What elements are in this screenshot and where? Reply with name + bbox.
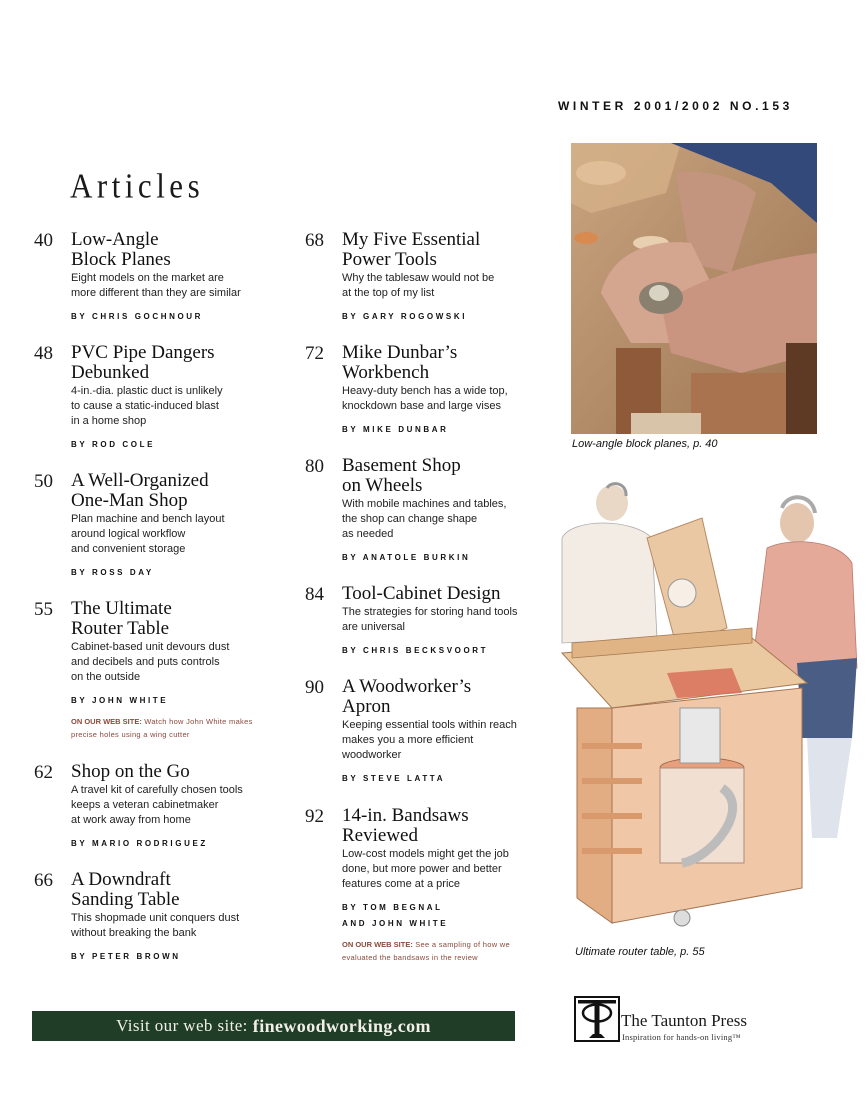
banner-prefix: Visit our web site: [116, 1016, 248, 1035]
page-number: 50 [34, 471, 53, 492]
article-entry[interactable] [34, 343, 284, 453]
article-dek: The strategies for storing hand tools are universal [342, 606, 518, 633]
byline: BY ROD COLE [71, 440, 156, 449]
byline: BY CHRIS BECKSVOORT [342, 646, 489, 655]
article-title: A Downdraft Sanding Table [71, 869, 180, 910]
page-number: 66 [34, 870, 53, 891]
article-dek: With mobile machines and tables, the shop can change shape as needed [342, 498, 507, 540]
issue-label: WINTER 2001/2002 NO.153 [558, 99, 793, 113]
article-title: A Woodworker’s Apron [342, 676, 472, 717]
photo-caption: Low-angle block planes, p. 40 [572, 438, 718, 450]
web-site-note[interactable]: ON OUR WEB SITE: Watch how John White makes precise holes using a wing cutter [71, 717, 253, 739]
publisher-tagline: Inspiration for hands-on living™ [622, 1032, 741, 1042]
article-dek: This shopmade unit conquers dust without breaking the bank [71, 912, 240, 939]
article-title: A Well-Organized One-Man Shop [71, 470, 209, 511]
page-number: 55 [34, 599, 53, 620]
byline: BY STEVE LATTA [342, 774, 446, 783]
article-dek: Keeping essential tools within reach makes you a more efficient woodworker [342, 719, 517, 761]
article-title: Mike Dunbar’s Workbench [342, 342, 458, 383]
byline: BY ROSS DAY [71, 568, 154, 577]
page-number: 68 [305, 230, 324, 251]
article-entry[interactable] [34, 471, 284, 581]
byline: BY PETER BROWN [71, 952, 181, 961]
article-title: PVC Pipe Dangers Debunked [71, 342, 215, 383]
article-entry[interactable] [305, 806, 555, 964]
block-plane-photo [571, 143, 817, 434]
byline: BY ANATOLE BURKIN [342, 553, 471, 562]
taunton-logo-icon [574, 996, 620, 1042]
byline: BY MIKE DUNBAR [342, 425, 449, 434]
byline: BY TOM BEGNAL AND JOHN WHITE [342, 903, 449, 928]
article-entry[interactable] [305, 343, 555, 438]
article-title: My Five Essential Power Tools [342, 229, 481, 270]
article-dek: 4-in.-dia. plastic duct is unlikely to cause a static-induced blast in a home shop [71, 385, 223, 427]
article-title: Shop on the Go [71, 761, 190, 782]
article-title: Basement Shop on Wheels [342, 455, 461, 496]
byline: BY MARIO RODRIGUEZ [71, 839, 208, 848]
byline: BY GARY ROGOWSKI [342, 312, 468, 321]
page-number: 48 [34, 343, 53, 364]
article-dek: Low-cost models might get the job done, but more power and better features come at a price [342, 848, 509, 890]
web-site-note[interactable]: ON OUR WEB SITE: See a sampling of how we evaluated the bandsaws in the review [342, 940, 510, 962]
page-number: 62 [34, 762, 53, 783]
illustration-caption: Ultimate router table, p. 55 [575, 946, 705, 958]
section-title: Articles [70, 166, 205, 206]
article-entry[interactable] [305, 584, 555, 659]
article-entry[interactable] [305, 456, 555, 566]
article-dek: Eight models on the market are more different than they are similar [71, 272, 241, 299]
article-entry[interactable] [305, 230, 555, 325]
page-number: 84 [305, 584, 324, 605]
byline: BY CHRIS GOCHNOUR [71, 312, 204, 321]
article-dek: A travel kit of carefully chosen tools keeps a veteran cabinetmaker at work away from home [71, 784, 243, 826]
article-entry[interactable] [34, 599, 284, 741]
page-number: 80 [305, 456, 324, 477]
article-dek: Heavy-duty bench has a wide top, knockdown base and large vises [342, 385, 508, 412]
banner-url[interactable]: finewoodworking.com [252, 1015, 431, 1036]
article-entry[interactable] [34, 870, 284, 965]
byline: BY JOHN WHITE [71, 696, 169, 705]
page-number: 72 [305, 343, 324, 364]
website-banner[interactable] [32, 1011, 515, 1041]
article-title: The Ultimate Router Table [71, 598, 172, 639]
article-dek: Cabinet-based unit devours dust and decibels and puts controls on the outside [71, 641, 230, 683]
article-dek: Why the tablesaw would not be at the top of my list [342, 272, 495, 299]
article-title: Tool-Cabinet Design [342, 583, 501, 604]
publisher-name: The Taunton Press [621, 1011, 747, 1030]
article-entry[interactable] [34, 762, 284, 852]
page-number: 90 [305, 677, 324, 698]
article-entry[interactable] [34, 230, 284, 325]
article-dek: Plan machine and bench layout around logical workflow and convenient storage [71, 513, 225, 555]
page-number: 92 [305, 806, 324, 827]
article-entry[interactable] [305, 677, 555, 787]
article-title: Low-Angle Block Planes [71, 229, 171, 270]
article-title: 14-in. Bandsaws Reviewed [342, 805, 469, 846]
router-table-illustration [552, 478, 868, 940]
page-number: 40 [34, 230, 53, 251]
